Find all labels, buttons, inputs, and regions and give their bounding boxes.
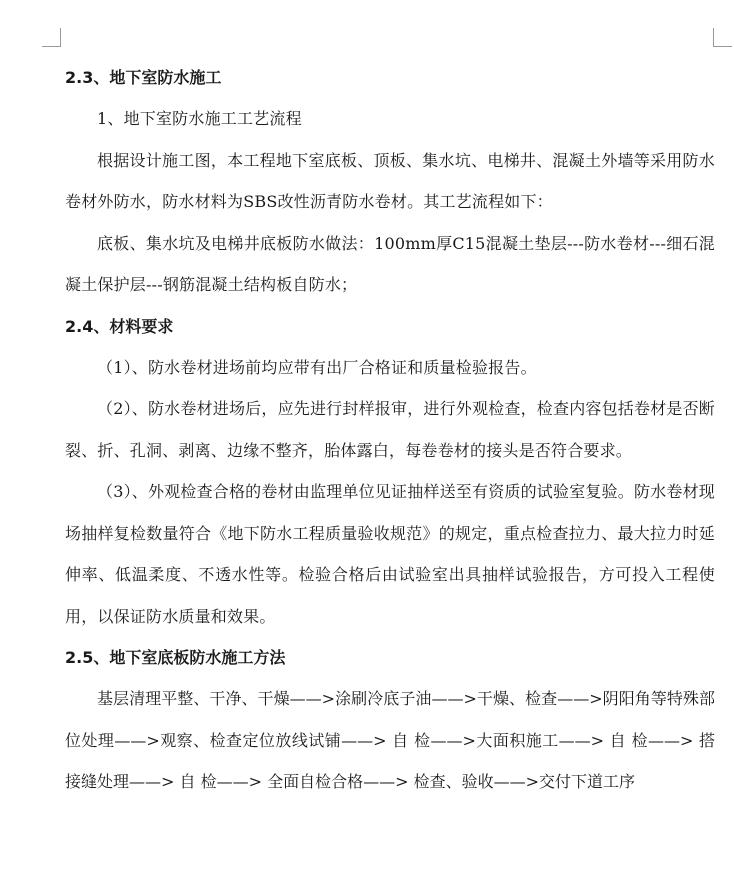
body-paragraph: （3）、外观检查合格的卷材由监理单位见证抽样送至有资质的试验室复验。防水卷材现场抽样复检数量符合《地下防水工程质量验收规范》的规定，重点检查拉力、最大拉力时延伸率、低温柔度、不透水性等。检验合格后由试验室出具抽样试验报告，方可投入工程使用，以保证防水质量和效果。 [65, 482, 715, 626]
body-paragraph: 根据设计施工图，本工程地下室底板、顶板、集水坑、电梯井、混凝土外墙等采用防水卷材外防水，防水材料为SBS改性沥青防水卷材。其工艺流程如下： [65, 150, 715, 211]
body-paragraph: 底板、集水坑及电梯井底板防水做法：100mm厚C15混凝土垫层---防水卷材---细石混凝土保护层---钢筋混凝土结构板自防水； [65, 233, 715, 294]
body-paragraph: （2）、防水卷材进场后，应先进行封样报审，进行外观检查，检查内容包括卷材是否断裂、折、孔洞、剥离、边缘不整齐，胎体露白，每卷卷材的接头是否符合要求。 [65, 399, 715, 460]
body-paragraph: （1）、防水卷材进场前均应带有出厂合格证和质量检验报告。 [97, 357, 537, 377]
margin-corner-mark-top-left [42, 28, 61, 47]
subheading-paragraph: 1、地下室防水施工工艺流程 [97, 109, 302, 128]
document-body[interactable] [65, 57, 715, 803]
section-heading: 2.5、地下室底板防水施工方法 [65, 648, 286, 667]
section-heading: 2.3、地下室防水施工 [65, 68, 222, 87]
margin-corner-mark-top-right [713, 28, 732, 47]
section-heading: 2.4、材料要求 [65, 316, 174, 336]
process-flow-paragraph: 基层清理平整、干净、干燥——>涂刷冷底子油——>干燥、检查——>阴阳角等特殊部位处理——>观察、检查定位放线试铺——> 自 检——>大面积施工——> 自 检——> 搭接缝处理——> 自 检——> 全面自检合格——> 检查、验收——>交付下道工序 [65, 689, 715, 791]
